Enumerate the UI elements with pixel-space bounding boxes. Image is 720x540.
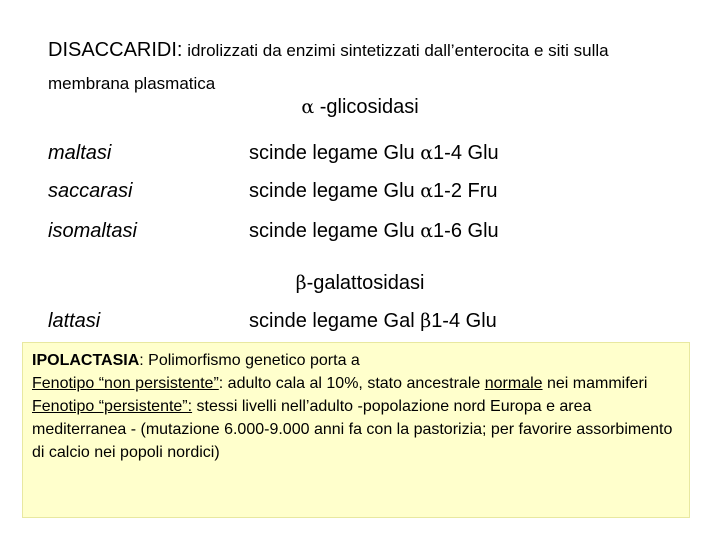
enzyme-action: [249, 180, 498, 203]
action-prefix: scinde legame Glu: [249, 220, 421, 242]
non-persistent-label: Fenotipo “non persistente”: [32, 375, 219, 392]
enzyme-row-saccarasi: [48, 180, 688, 208]
enzyme-row-isomaltasi: [48, 220, 688, 248]
persistent-text: stessi livelli nell’adulto -popolazione nord Europa e area mediterranea - (mutazione 6.000-9.000 anni fa con la pastorizia; per favorire assorbimento di calcio nei popoli nordici): [32, 398, 673, 461]
note-term: IPOLACTASIA: [32, 352, 140, 369]
beta-galactosidase-heading: [0, 272, 720, 295]
enzyme-action: [249, 220, 499, 243]
note-intro-line: [32, 349, 679, 372]
enzyme-action: [249, 310, 497, 333]
action-prefix: scinde legame Glu: [249, 142, 421, 164]
non-persistent-end: nei mammiferi: [542, 375, 648, 392]
slide-title: [48, 34, 688, 101]
persistent-label: Fenotipo “persistente”:: [32, 398, 193, 415]
alpha-symbol: α: [301, 96, 315, 118]
action-prefix: scinde legame Glu: [249, 180, 421, 202]
beta-symbol: β: [295, 272, 307, 294]
note-non-persistent-line: [32, 372, 679, 395]
enzyme-name: maltasi: [48, 142, 112, 164]
alpha-symbol: α: [420, 180, 434, 202]
alpha-symbol: α: [420, 142, 434, 164]
action-suffix: 1-6 Glu: [433, 220, 499, 242]
action-suffix: 1-4 Glu: [431, 310, 497, 332]
enzyme-name: saccarasi: [48, 180, 133, 202]
non-persistent-text: : adulto cala al 10%, stato ancestrale: [218, 375, 485, 392]
alpha-symbol: α: [420, 220, 434, 242]
note-persistent-line: [32, 395, 679, 464]
title-description: idrolizzati da enzimi sintetizzati dall’enterocita e siti sulla membrana plasmatica: [48, 41, 609, 93]
hypolactasia-note: [22, 342, 690, 518]
enzyme-name: isomaltasi: [48, 220, 137, 242]
action-prefix: scinde legame Gal: [249, 310, 421, 332]
beta-heading-label: -galattosidasi: [306, 272, 425, 294]
action-suffix: 1-4 Glu: [433, 142, 499, 164]
note-intro: : Polimorfismo genetico porta a: [139, 352, 360, 369]
action-suffix: 1-2 Fru: [433, 180, 498, 202]
alpha-glucosidase-heading: [0, 96, 720, 119]
alpha-heading-label: -glicosidasi: [314, 96, 419, 118]
normal-underlined: normale: [484, 375, 543, 392]
enzyme-row-maltasi: [48, 142, 688, 170]
enzyme-row-lattasi: [48, 310, 688, 338]
enzyme-name: lattasi: [48, 310, 101, 332]
enzyme-action: [249, 142, 499, 165]
title-keyword: DISACCARIDI:: [48, 39, 183, 61]
beta-symbol: β: [420, 310, 432, 332]
